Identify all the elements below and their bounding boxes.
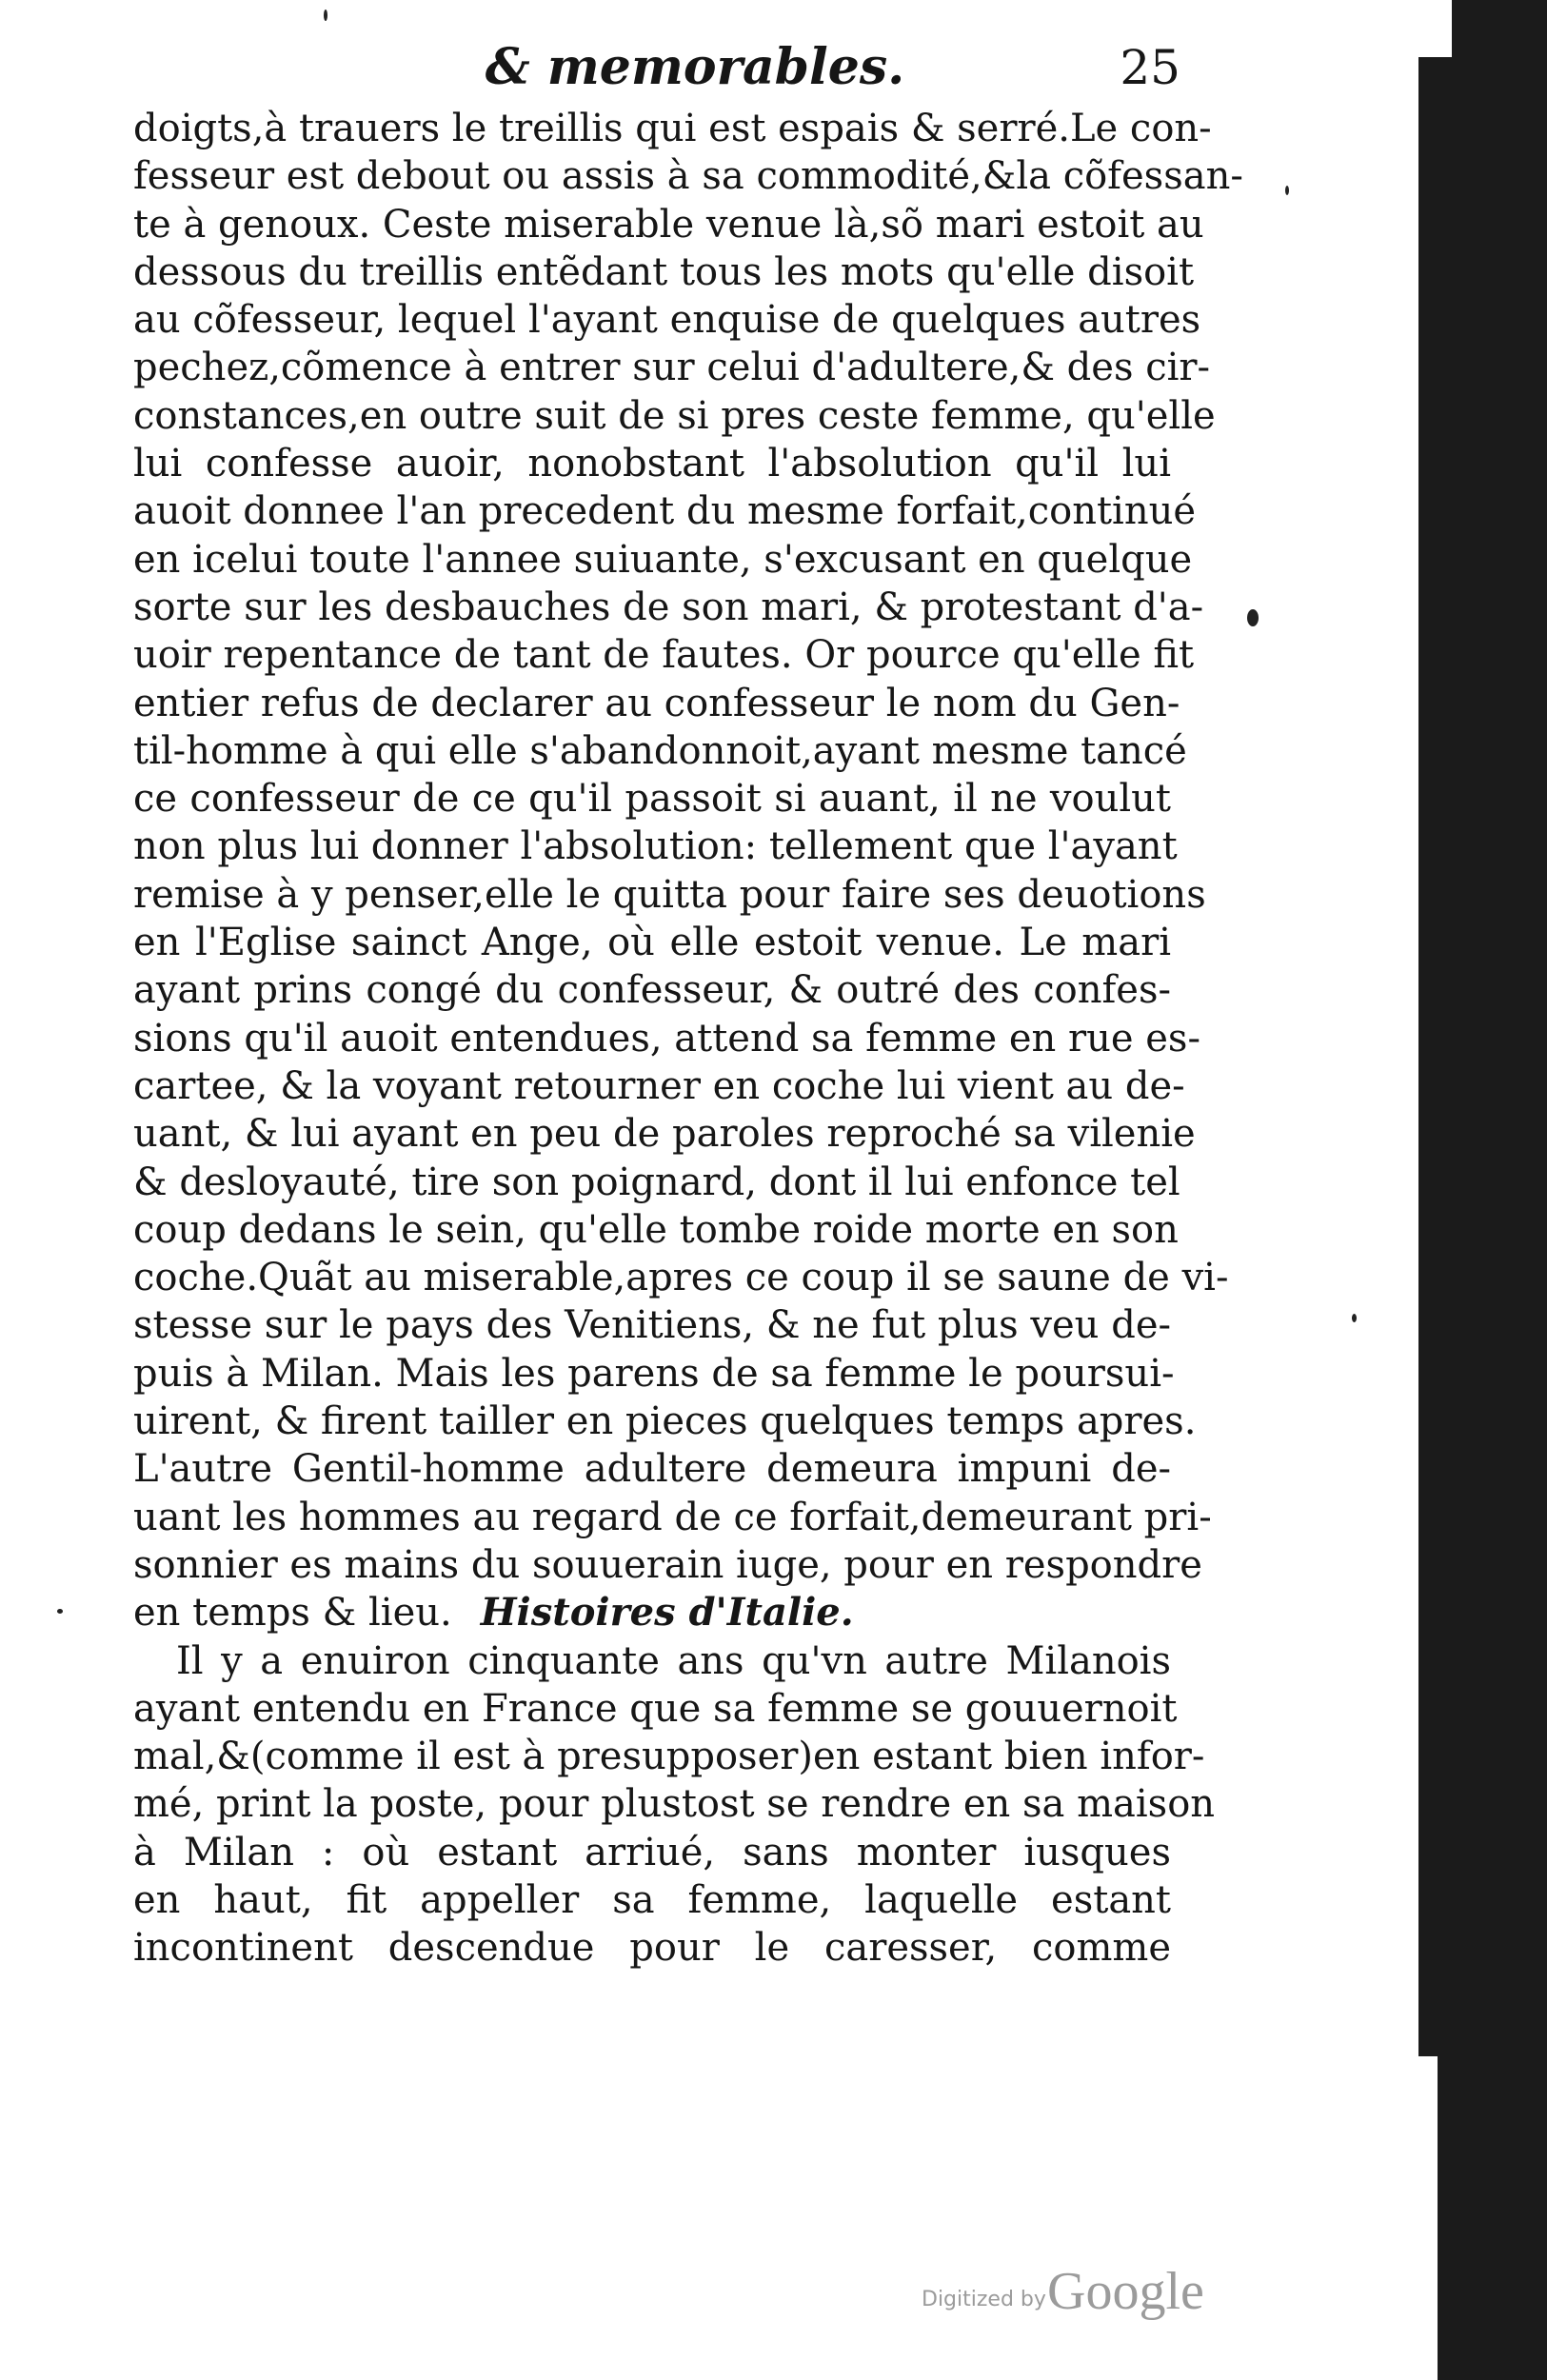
main-text [133,105,1243,1973]
text-line: stesse sur le pays des Venitiens, & ne fut plus veu de- [133,1303,1171,1348]
text-line: te à genoux. Ceste miserable venue là,sõ mari estoit au [133,202,1204,247]
digitization-watermark [922,2261,1264,2328]
text-line: dessous du treillis entẽdant tous les mots qu'elle disoit [133,249,1195,294]
text-line: coche.Quãt au miserable,apres ce coup il se saune de vi- [133,1256,1229,1300]
text-line: cartee, & la voyant retourner en coche lui vient au de- [133,1063,1185,1108]
text-line: & desloyauté, tire son poignard, dont il lui enfonce tel [133,1160,1180,1204]
text-line: incontinent descendue pour le caresser, comme [133,1926,1171,1971]
scan-dark-edge-notch [1418,57,1457,2056]
page-number: 25 [1120,40,1180,95]
text-line: coup dedans le sein, qu'elle tombe roide morte en son [133,1207,1179,1252]
text-line: uant, & lui ayant en peu de paroles reproché sa vilenie [133,1112,1196,1157]
scan-speck [57,1609,63,1614]
text-line: sonnier es mains du souuerain iuge, pour en respondre [133,1542,1202,1587]
text-line: mé, print la poste, pour plustost se rendre en sa maison [133,1782,1216,1827]
text-line: uoir repentance de tant de fautes. Or pource qu'elle fit [133,633,1195,678]
text-line: fesseur est debout ou assis à sa commodité,&la cõfessan- [133,154,1243,199]
scan-speck [1247,609,1259,626]
scan-speck [1352,1314,1357,1322]
text-line: L'autre Gentil-homme adultere demeura impuni de- [133,1447,1171,1492]
text-line: en icelui toute l'annee suiuante, s'excusant en quelque [133,537,1193,582]
text-line: auoit donnee l'an precedent du mesme forfait,continué [133,489,1197,534]
text-line: entier refus de declarer au confesseur le nom du Gen- [133,681,1180,725]
text-line: puis à Milan. Mais les parens de sa femme le poursui- [133,1351,1175,1396]
paragraph-2 [133,1637,1216,1973]
watermark-prefix: Digitized by [922,2288,1046,2311]
running-title: & memorables. [485,38,905,96]
text-line-final [133,1589,1171,1636]
text-line: lui confesse auoir, nonobstant l'absolution qu'il lui [133,442,1171,486]
scan-speck [1285,186,1289,195]
text-line: mal,&(comme il est à presupposer)en estant bien infor- [133,1735,1205,1779]
text-line: Il y a enuiron cinquante ans qu'vn autre Milanois [176,1638,1171,1683]
text-line: ayant prins congé du confesseur, & outré des confes- [133,968,1171,1013]
text-line: ce confesseur de ce qu'il passoit si auant, il ne voulut [133,777,1171,822]
text-line: en haut, fit appeller sa femme, laquelle estant [133,1877,1171,1922]
final-line-text: en temps & lieu. [133,1591,452,1636]
paragraph-1 [133,105,1243,1589]
text-line: pechez,cõmence à entrer sur celui d'adultere,& des cir- [133,346,1211,390]
text-line: constances,en outre suit de si pres ceste femme, qu'elle [133,393,1216,438]
text-line: en l'Eglise sainct Ange, où elle estoit venue. Le mari [133,921,1171,965]
text-line: au cõfesseur, lequel l'ayant enquise de quelques autres [133,298,1201,343]
scan-dark-edge [1452,0,1547,2380]
text-line: sorte sur les desbauches de son mari, & protestant d'a- [133,585,1204,629]
text-line: non plus lui donner l'absolution: tellement que l'ayant [133,824,1178,869]
text-line: til-homme à qui elle s'abandonnoit,ayant mesme tancé [133,728,1187,773]
scan-dark-edge-foot [1438,2047,1466,2380]
google-logo: Google [1047,2262,1204,2321]
text-line: doigts,à trauers le treillis qui est espais & serré.Le con- [133,107,1212,150]
source-citation: Histoires d'Italie. [480,1590,854,1636]
text-line: à Milan : où estant arriué, sans monter iusques [133,1830,1171,1874]
text-line: remise à y penser,elle le quitta pour faire ses deuotions [133,872,1206,917]
text-line: uant les hommes au regard de ce forfait,demeurant pri- [133,1495,1212,1539]
scan-speck [324,10,327,21]
text-line: ayant entendu en France que sa femme se gouuernoit [133,1686,1178,1731]
text-line: sions qu'il auoit entendues, attend sa femme en rue es- [133,1016,1200,1061]
text-line: uirent, & firent tailler en pieces quelques temps apres. [133,1399,1197,1444]
